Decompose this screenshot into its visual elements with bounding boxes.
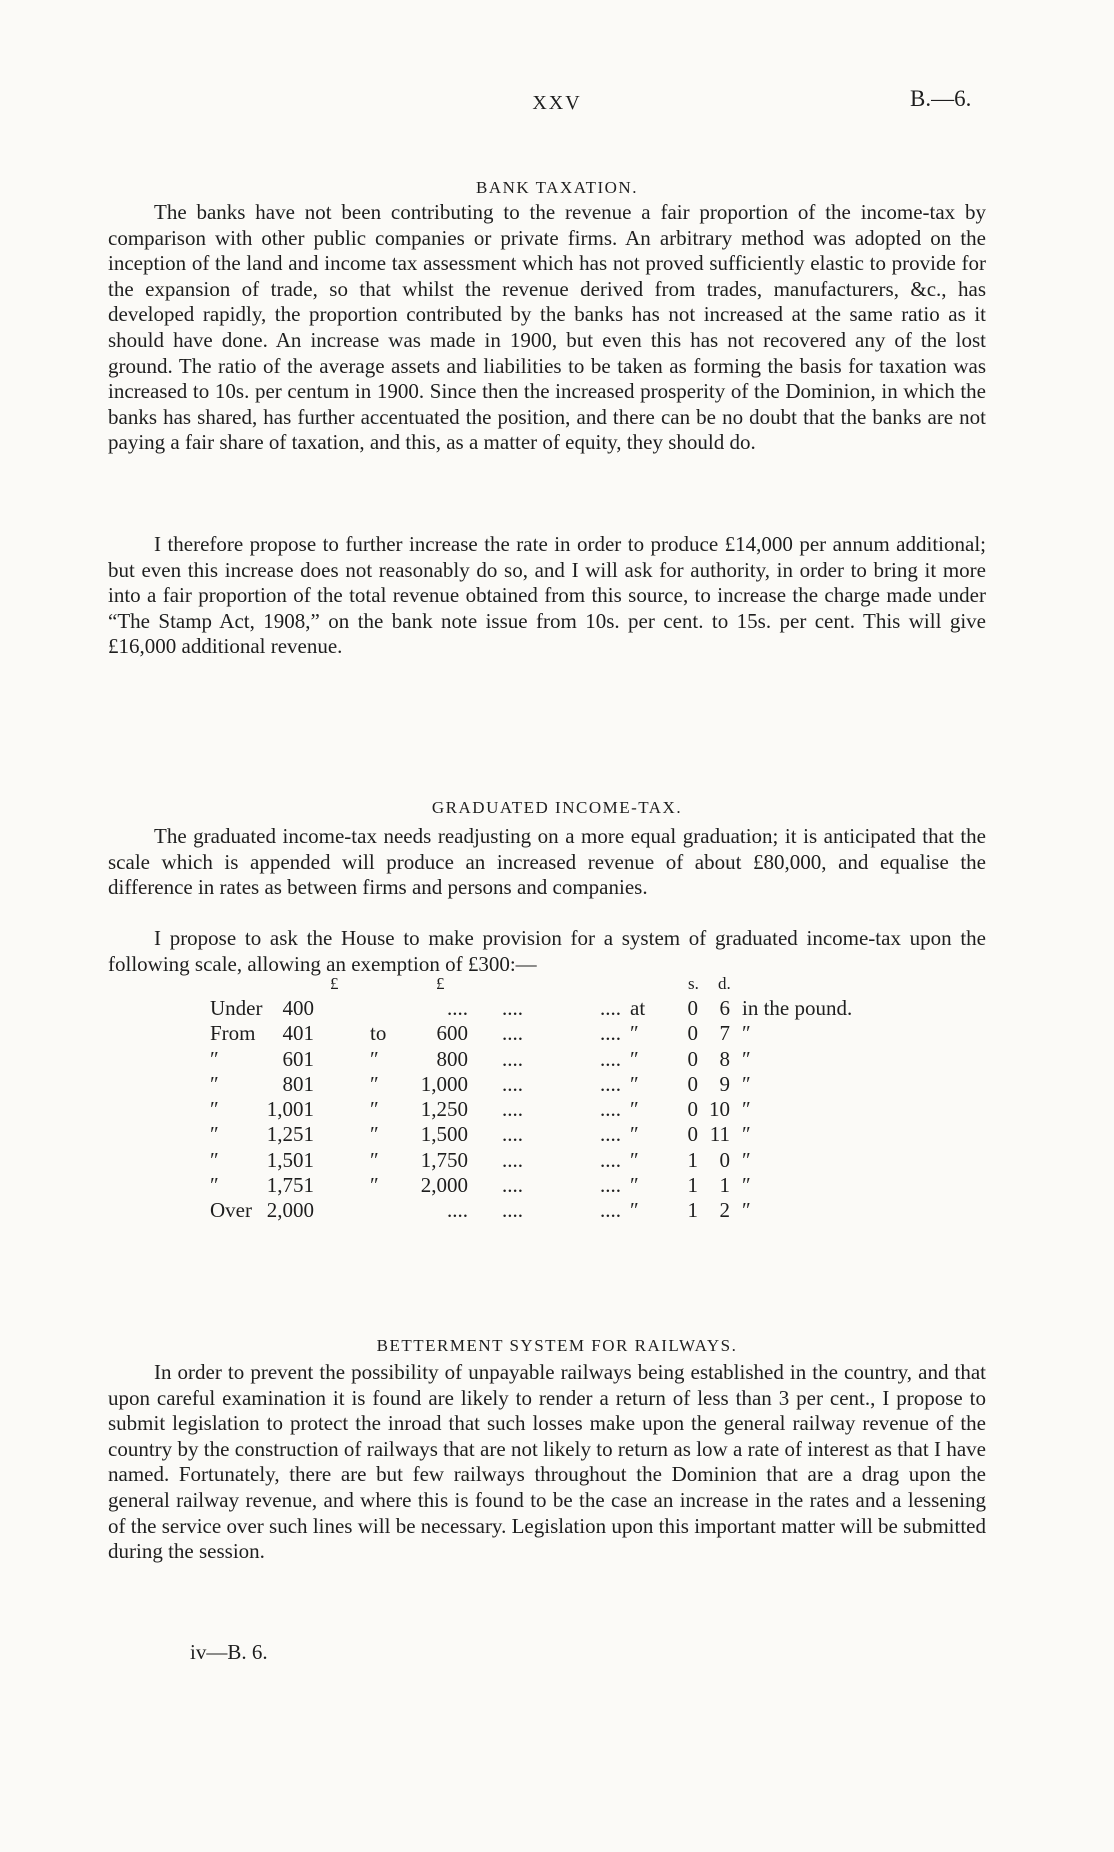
table-cell-dots2: .... — [600, 1097, 621, 1122]
table-cell-at: at — [630, 996, 646, 1020]
table-cell-to-text: 800 — [436, 1046, 468, 1071]
table-cell-to-text: 1,000 — [420, 1071, 468, 1096]
table-cell-dots2: .... — [600, 1198, 621, 1223]
table-cell-s-text: 1 — [687, 1147, 698, 1172]
table-cell-dots2: .... — [600, 1071, 621, 1096]
table-cell-dots2: .... — [600, 1046, 621, 1071]
table-cell-label: ″ — [210, 1173, 219, 1198]
table-cell-d-text: 2 — [719, 1198, 730, 1223]
table-cell-sep: ″ — [370, 1173, 379, 1198]
table-cell-at: ″ — [630, 1021, 639, 1046]
table-cell-sep: ″ — [370, 1097, 379, 1122]
table-cell-from-text: 2,000 — [266, 1198, 314, 1223]
table-cell-from-text: 1,251 — [266, 1122, 314, 1147]
table-cell-d-text: 7 — [719, 1021, 730, 1046]
table-cell-label: ″ — [210, 1122, 219, 1147]
table-cell-dots1: .... — [502, 1071, 523, 1096]
table-cell-from-text: 1,501 — [266, 1147, 314, 1172]
paragraph-income-tax-1: The graduated income-tax needs readjusting on a more equal graduation; it is anticipated that the scale which is appended will produce an increased revenue of about £80,000, and equalise the difference in rates as between firms and persons and companies. — [108, 824, 986, 900]
table-cell-sep: ″ — [370, 1046, 379, 1071]
pound-unit-to: £ — [436, 974, 445, 993]
table-cell-sep: ″ — [370, 1071, 379, 1096]
table-cell-at: ″ — [630, 1198, 639, 1223]
table-cell-d-text: 6 — [719, 996, 730, 1020]
table-cell-d-text: 0 — [719, 1147, 730, 1172]
table-cell-to-text: 1,750 — [420, 1147, 468, 1172]
heading-bank-taxation: BANK TAXATION. — [476, 178, 638, 197]
pence-unit: d. — [718, 974, 731, 993]
table-cell-to-text: .... — [447, 1198, 468, 1223]
table-cell-from-text: 1,751 — [266, 1173, 314, 1198]
table-cell-label: Over — [210, 1198, 252, 1223]
table-cell-from-text: 400 — [282, 996, 314, 1020]
paragraph-betterment-system: In order to prevent the possibility of unpayable railways being established in the country, and that upon careful examination it is found are likely to render a return of less than 3 per cent., I propose to submit legislation to protect the inroad that such losses make upon the general railway revenue of the country by the construction of railways that are not likely to return as low a rate of interest as that I have named. Fortunately, there are but few railways throughout the Dominion that are a drag upon the general railway revenue, and where this is found to be the case an increase in the rates and a lessening of the service over such lines will be necessary. Legislation upon this important matter will be submitted during the session. — [108, 1360, 986, 1564]
table-cell-at: ″ — [630, 1173, 639, 1198]
table-cell-dots1: .... — [502, 1046, 523, 1071]
table-cell-from-text: 1,001 — [266, 1097, 314, 1122]
table-cell-from-text: 401 — [282, 1021, 314, 1046]
table-cell-dots1: .... — [502, 1173, 523, 1198]
table-cell-suffix: ″ — [742, 1173, 751, 1198]
table-cell-suffix: ″ — [742, 1097, 751, 1122]
page-number: XXV — [532, 92, 582, 114]
table-cell-d-text: 11 — [709, 1122, 730, 1147]
table-cell-s-text: 0 — [687, 1122, 698, 1147]
footer-signature: iv—B. 6. — [190, 1640, 268, 1664]
table-cell-d-text: 10 — [709, 1097, 730, 1122]
table-cell-at: ″ — [630, 1097, 639, 1122]
paragraph-income-tax-2: I propose to ask the House to make provision for a system of graduated income-tax upon the following scale, allowing an exemption of £300:— — [108, 926, 986, 976]
table-cell-dots2: .... — [600, 1021, 621, 1046]
table-cell-to-text: 600 — [436, 1021, 468, 1046]
table-cell-dots2: .... — [600, 996, 621, 1020]
table-cell-dots2: .... — [600, 1173, 621, 1198]
table-cell-dots1: .... — [502, 1097, 523, 1122]
document-reference: B.—6. — [910, 86, 972, 111]
table-cell-suffix: ″ — [742, 1046, 751, 1071]
table-cell-dots1: .... — [502, 1147, 523, 1172]
table-cell-label: ″ — [210, 1071, 219, 1096]
table-cell-d-text: 1 — [719, 1173, 730, 1198]
table-cell-dots1: .... — [502, 1198, 523, 1223]
table-cell-dots1: .... — [502, 996, 523, 1020]
table-cell-s-text: 0 — [687, 1021, 698, 1046]
table-cell-s-text: 1 — [687, 1173, 698, 1198]
table-cell-suffix: ″ — [742, 1071, 751, 1096]
table-cell-dots1: .... — [502, 1021, 523, 1046]
table-cell-dots1: .... — [502, 1122, 523, 1147]
paragraph-bank-taxation-1: The banks have not been contributing to the revenue a fair proportion of the income-tax by comparison with other public companies or private firms. An arbitrary method was adopted on the inception of the land and income tax assessment which has not proved sufficiently elastic to provide for the expansion of trade, so that whilst the revenue derived from trades, manufacturers, &c., has developed rapidly, the proportion contributed by the banks has not increased at the same ratio as it should have done. An increase was made in 1900, but even this has not recovered any of the lost ground. The ratio of the average assets and liabilities to be taken as forming the basis for taxation was increased to 10s. per centum in 1900. Since then the increased prosperity of the Dominion, in which the banks has shared, has further accentuated the position, and there can be no doubt that the banks are not paying a fair share of taxation, and this, as a matter of equity, they should do. — [108, 200, 986, 455]
table-cell-sep: ″ — [370, 1122, 379, 1147]
table-cell-dots2: .... — [600, 1147, 621, 1172]
table-cell-to-text: 2,000 — [420, 1173, 468, 1198]
table-cell-d-text: 8 — [719, 1046, 730, 1071]
table-cell-suffix: ″ — [742, 1021, 751, 1046]
table-cell-label: Under — [210, 996, 263, 1020]
table-cell-label: ″ — [210, 1046, 219, 1071]
heading-betterment-system: BETTERMENT SYSTEM FOR RAILWAYS. — [376, 1336, 738, 1355]
table-cell-suffix: ″ — [742, 1147, 751, 1172]
heading-graduated-income-tax: GRADUATED INCOME-TAX. — [431, 798, 683, 817]
table-cell-s-text: 0 — [687, 1097, 698, 1122]
table-cell-s-text: 0 — [687, 996, 698, 1020]
table-cell-at: ″ — [630, 1147, 639, 1172]
table-cell-from-text: 601 — [282, 1046, 314, 1071]
table-cell-at: ″ — [630, 1071, 639, 1096]
table-cell-at: ″ — [630, 1122, 639, 1147]
table-cell-to-text: 1,500 — [420, 1122, 468, 1147]
table-cell-suffix: ″ — [742, 1122, 751, 1147]
table-cell-label: ″ — [210, 1147, 219, 1172]
pound-unit-from: £ — [330, 974, 339, 993]
table-cell-label: ″ — [210, 1097, 219, 1122]
paragraph-bank-taxation-2: I therefore propose to further increase the rate in order to produce £14,000 per annum additional; but even this increase does not reasonably do so, and I will ask for authority, in order to bring it more into a fair proportion of the total revenue obtained from this source, to increase the charge made under “The Stamp Act, 1908,” on the bank note issue from 10s. per cent. to 15s. per cent. This will give £16,000 additional revenue. — [108, 532, 986, 659]
shillings-unit: s. — [688, 974, 699, 993]
table-cell-s-text: 1 — [687, 1198, 698, 1223]
table-cell-s-text: 0 — [687, 1071, 698, 1096]
table-cell-to-text: .... — [447, 996, 468, 1020]
table-cell-label: From — [210, 1021, 256, 1046]
table-cell-dots2: .... — [600, 1122, 621, 1147]
table-cell-from-text: 801 — [282, 1071, 314, 1096]
table-cell-suffix: ″ — [742, 1198, 751, 1223]
table-cell-sep: ″ — [370, 1147, 379, 1172]
table-cell-to-text: 1,250 — [420, 1097, 468, 1122]
table-cell-d-text: 9 — [719, 1071, 730, 1096]
table-cell-sep: to — [370, 1021, 387, 1046]
table-cell-at: ″ — [630, 1046, 639, 1071]
table-cell-suffix: in the pound. — [742, 996, 853, 1020]
table-cell-s-text: 0 — [687, 1046, 698, 1071]
